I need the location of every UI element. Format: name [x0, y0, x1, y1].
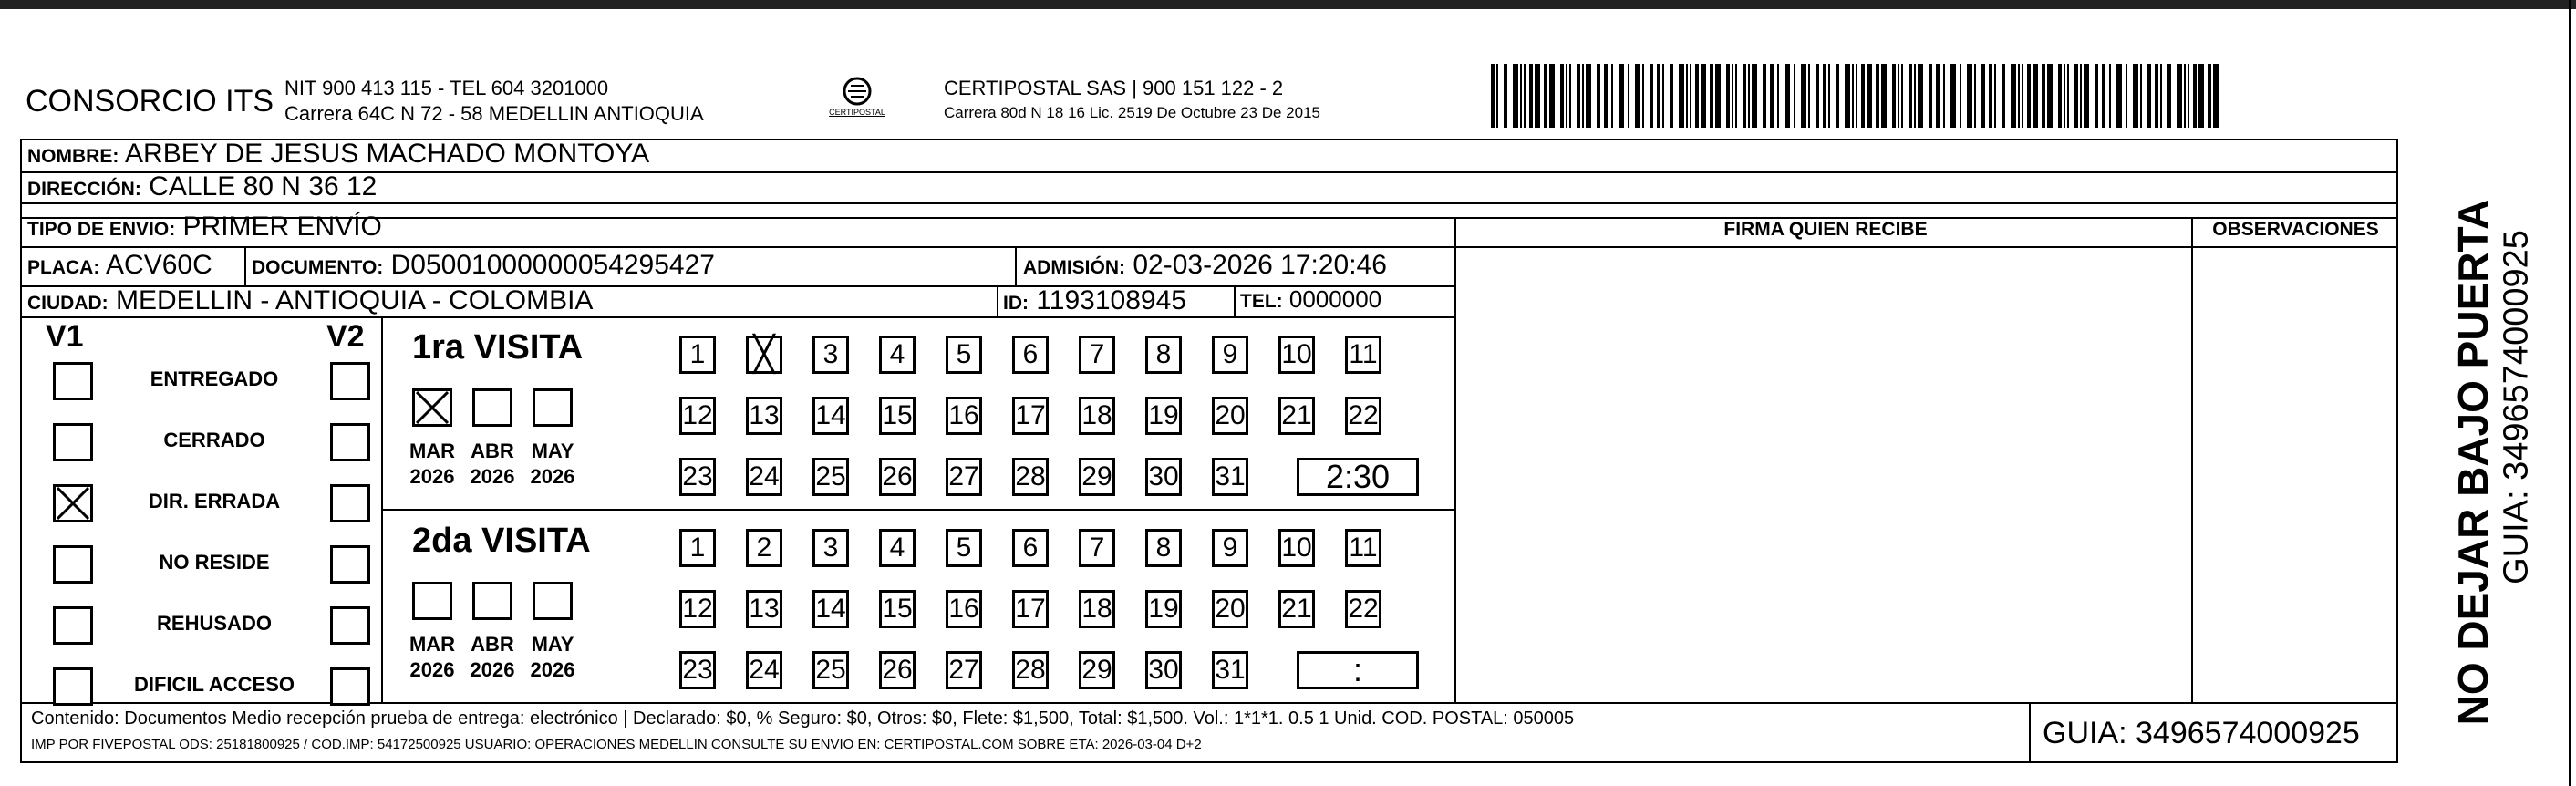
day-box[interactable]: 27 — [946, 651, 982, 689]
day-box[interactable]: 9 — [1212, 529, 1248, 567]
nombre-label: NOMBRE: — [27, 146, 119, 167]
day-box[interactable]: 3 — [812, 529, 849, 567]
month-year: 2026 — [409, 658, 455, 681]
day-box[interactable]: 4 — [879, 529, 916, 567]
observaciones-label: OBSERVACIONES — [2212, 219, 2379, 240]
v2-checkbox[interactable] — [330, 667, 370, 706]
day-box[interactable]: 13 — [746, 397, 782, 435]
month-year: 2026 — [530, 658, 575, 681]
side-guia-text: GUIA: 3496574000925 — [2497, 230, 2536, 584]
certipostal-logo — [812, 73, 903, 128]
month-year: 2026 — [409, 465, 455, 488]
logo-text: CERTIPOSTAL — [829, 108, 885, 117]
day-box[interactable]: 12 — [679, 590, 716, 628]
day-box[interactable]: 29 — [1079, 651, 1115, 689]
top-edge — [0, 0, 2576, 9]
month-checkbox[interactable] — [412, 388, 452, 427]
firma-label: FIRMA QUIEN RECIBE — [1723, 219, 1928, 240]
day-box[interactable]: 4 — [879, 336, 916, 374]
time-box[interactable]: : — [1297, 651, 1419, 689]
day-box[interactable]: 14 — [812, 590, 849, 628]
day-box[interactable]: 31 — [1212, 458, 1248, 496]
no-dejar-text: NO DEJAR BAJO PUERTA — [2449, 199, 2497, 726]
month-label: MAY — [531, 440, 574, 462]
month-label: MAR — [409, 440, 456, 462]
v1-checkbox[interactable] — [53, 484, 93, 522]
day-box[interactable]: 21 — [1278, 397, 1315, 435]
status-label: ENTREGADO — [150, 367, 279, 390]
day-box[interactable]: 5 — [946, 336, 982, 374]
day-box[interactable]: 28 — [1012, 458, 1049, 496]
month-year: 2026 — [530, 465, 575, 488]
carrier-name: CERTIPOSTAL SAS | 900 151 122 - 2 — [944, 77, 1284, 99]
direccion-label: DIRECCIÓN: — [27, 179, 141, 200]
day-box[interactable]: 14 — [812, 397, 849, 435]
documento-label: DOCUMENTO: — [252, 257, 384, 278]
month-year: 2026 — [470, 465, 515, 488]
id-value: 1193108945 — [1036, 285, 1186, 315]
v2-checkbox[interactable] — [330, 545, 370, 584]
month-label: MAY — [531, 633, 574, 656]
month-label: ABR — [471, 633, 514, 656]
day-box[interactable]: 17 — [1012, 397, 1049, 435]
day-box[interactable]: 9 — [1212, 336, 1248, 374]
month-checkbox[interactable] — [472, 582, 512, 620]
day-box[interactable]: 11 — [1345, 529, 1381, 567]
day-box[interactable]: 19 — [1145, 590, 1182, 628]
company-name: CONSORCIO ITS — [26, 84, 274, 119]
direccion-value: CALLE 80 N 36 12 — [149, 171, 378, 202]
month-label: ABR — [471, 440, 514, 462]
day-box[interactable] — [746, 336, 782, 374]
documento-value: D05001000000054295427 — [390, 250, 715, 280]
v1-label: V1 — [46, 319, 84, 354]
day-box[interactable]: 18 — [1079, 590, 1115, 628]
day-box[interactable]: 2 — [746, 529, 782, 567]
day-box[interactable]: 17 — [1012, 590, 1049, 628]
tel-value: 0000000 — [1288, 285, 1382, 313]
status-label: NO RESIDE — [159, 551, 270, 574]
day-box[interactable]: 1 — [679, 529, 716, 567]
ciudad-label: CIUDAD: — [27, 293, 109, 314]
side-warning — [2398, 0, 2571, 786]
v1-checkbox[interactable] — [53, 545, 93, 584]
visit-title: 1ra VISITA — [412, 328, 584, 367]
v2-checkbox[interactable] — [330, 606, 370, 645]
month-checkbox[interactable] — [533, 582, 573, 620]
footer-imp: IMP POR FIVEPOSTAL ODS: 25181800925 / COD.IMP: 54172500925 USUARIO: OPERACIONES MEDELLIN CONSULTE SU ENVIO EN: CERTIPOSTAL.COM SOBRE ETA: 2026-03-04 D+2 — [31, 737, 1202, 752]
day-box[interactable]: 30 — [1145, 651, 1182, 689]
v2-label: V2 — [326, 319, 365, 354]
company-address: Carrera 64C N 72 - 58 MEDELLIN ANTIOQUIA — [284, 102, 704, 125]
day-box[interactable]: 22 — [1345, 397, 1381, 435]
nombre-value: ARBEY DE JESUS MACHADO MONTOYA — [125, 139, 650, 169]
day-box[interactable]: 5 — [946, 529, 982, 567]
month-checkbox[interactable] — [412, 582, 452, 620]
day-box[interactable]: 15 — [879, 397, 916, 435]
day-box[interactable]: 22 — [1345, 590, 1381, 628]
day-box[interactable]: 16 — [946, 397, 982, 435]
footer-guia: GUIA: 3496574000925 — [2043, 716, 2360, 750]
day-box[interactable]: 20 — [1212, 397, 1248, 435]
day-box[interactable]: 12 — [679, 397, 716, 435]
day-box[interactable]: 23 — [679, 651, 716, 689]
tipo-envio-label: TIPO DE ENVIO: — [27, 219, 176, 240]
tipo-envio-value: PRIMER ENVÍO — [182, 212, 382, 242]
barcode — [1491, 64, 2220, 128]
day-box[interactable]: 30 — [1145, 458, 1182, 496]
v1-checkbox[interactable] — [53, 667, 93, 706]
placa-value: ACV60C — [106, 250, 212, 280]
day-box[interactable]: 24 — [746, 651, 782, 689]
day-box[interactable]: 27 — [946, 458, 982, 496]
day-box[interactable]: 25 — [812, 651, 849, 689]
day-box[interactable]: 6 — [1012, 336, 1049, 374]
v2-checkbox[interactable] — [330, 362, 370, 400]
visit-title: 2da VISITA — [412, 522, 591, 560]
v1-checkbox[interactable] — [53, 423, 93, 461]
placa-label: PLACA: — [27, 257, 100, 278]
day-box[interactable]: 8 — [1145, 336, 1182, 374]
day-box[interactable]: 31 — [1212, 651, 1248, 689]
day-box[interactable]: 6 — [1012, 529, 1049, 567]
ciudad-value: MEDELLIN - ANTIOQUIA - COLOMBIA — [116, 285, 594, 315]
day-box[interactable]: 18 — [1079, 397, 1115, 435]
day-box[interactable]: 28 — [1012, 651, 1049, 689]
day-box[interactable]: 26 — [879, 458, 916, 496]
month-checkbox[interactable] — [472, 388, 512, 427]
day-box[interactable]: 21 — [1278, 590, 1315, 628]
carrier-address: Carrera 80d N 18 16 Lic. 2519 De Octubre 23 De 2015 — [944, 104, 1320, 121]
tel-label: TEL: — [1240, 291, 1283, 312]
day-box[interactable]: 29 — [1079, 458, 1115, 496]
admision-value: 02-03-2026 17:20:46 — [1133, 250, 1387, 280]
day-box[interactable]: 10 — [1278, 336, 1315, 374]
day-box[interactable]: 10 — [1278, 529, 1315, 567]
day-box[interactable]: 20 — [1212, 590, 1248, 628]
v2-checkbox[interactable] — [330, 423, 370, 461]
day-box[interactable]: 7 — [1079, 336, 1115, 374]
day-box[interactable]: 24 — [746, 458, 782, 496]
admision-label: ADMISIÓN: — [1023, 257, 1125, 278]
company-nit: NIT 900 413 115 - TEL 604 3201000 — [284, 77, 609, 99]
day-box[interactable]: 16 — [946, 590, 982, 628]
v1-checkbox[interactable] — [53, 606, 93, 645]
status-label: REHUSADO — [157, 612, 272, 635]
v1-checkbox[interactable] — [53, 362, 93, 400]
day-box[interactable]: 7 — [1079, 529, 1115, 567]
v2-checkbox[interactable] — [330, 484, 370, 522]
day-box[interactable]: 26 — [879, 651, 916, 689]
day-box[interactable]: 15 — [879, 590, 916, 628]
day-box[interactable]: 11 — [1345, 336, 1381, 374]
footer-content: Contenido: Documentos Medio recepción prueba de entrega: electrónico | Declarado: $0, % Seguro: $0, Otros: $0, Flete: $1,500, Total: $1,500. Vol.: 1*1*1. 0.5 1 Unid. COD. POSTAL: 050005 — [31, 708, 1575, 729]
time-box[interactable]: 2:30 — [1297, 458, 1419, 496]
id-label: ID: — [1003, 293, 1029, 314]
status-label: CERRADO — [163, 429, 265, 451]
month-label: MAR — [409, 633, 456, 656]
day-box[interactable]: 25 — [812, 458, 849, 496]
month-year: 2026 — [470, 658, 515, 681]
day-box[interactable]: 1 — [679, 336, 716, 374]
day-box[interactable]: 13 — [746, 590, 782, 628]
month-checkbox[interactable] — [533, 388, 573, 427]
status-label: DIFICIL ACCESO — [133, 673, 295, 696]
day-box[interactable]: 19 — [1145, 397, 1182, 435]
day-box[interactable]: 23 — [679, 458, 716, 496]
status-label: DIR. ERRADA — [148, 490, 281, 512]
day-box[interactable]: 8 — [1145, 529, 1182, 567]
day-box[interactable]: 3 — [812, 336, 849, 374]
